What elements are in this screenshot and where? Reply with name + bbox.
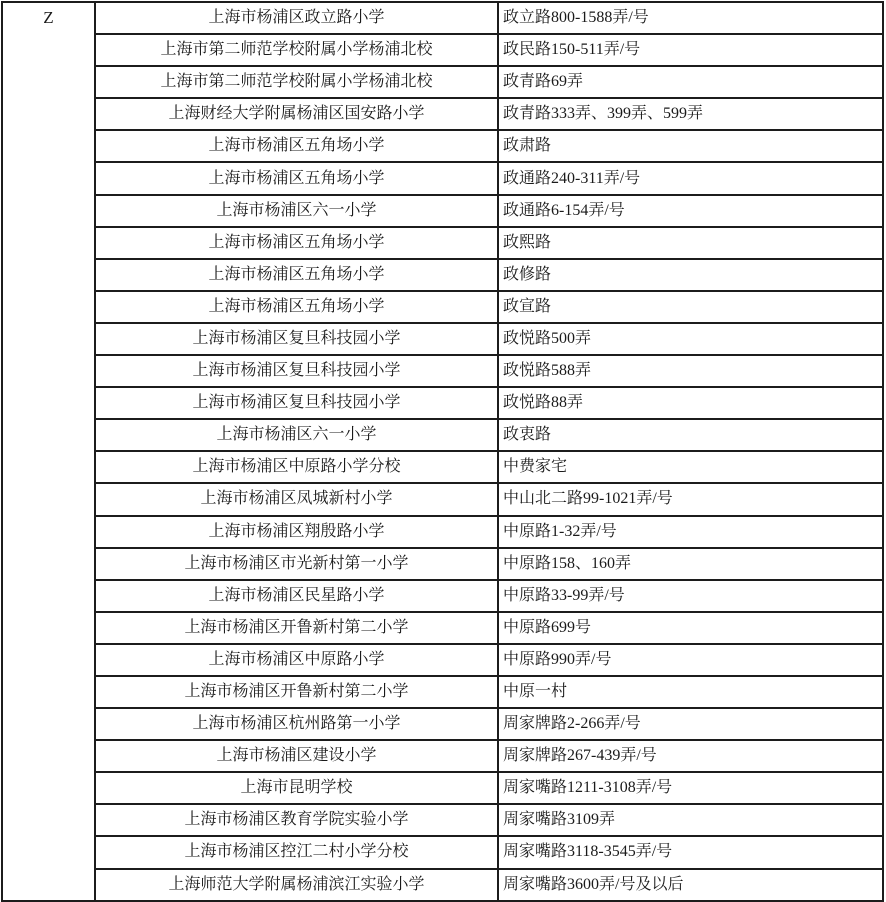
- street-range-cell: 政通路6-154弄/号: [498, 195, 883, 227]
- school-name-cell: 上海市杨浦区复旦科技园小学: [95, 355, 498, 387]
- table-row: [2, 355, 883, 387]
- school-name-cell: 上海市第二师范学校附属小学杨浦北校: [95, 66, 498, 98]
- street-range-cell: 政肃路: [498, 130, 883, 162]
- table-row: [2, 483, 883, 515]
- table-row: [2, 836, 883, 868]
- school-name-cell: 上海市杨浦区控江二村小学分校: [95, 836, 498, 868]
- table-row: [2, 291, 883, 323]
- school-name-cell: 上海市杨浦区复旦科技园小学: [95, 387, 498, 419]
- table-row: [2, 580, 883, 612]
- school-name-cell: 上海市杨浦区建设小学: [95, 740, 498, 772]
- table-row: [2, 516, 883, 548]
- school-name-cell: 上海市杨浦区开鲁新村第二小学: [95, 676, 498, 708]
- table-row: [2, 130, 883, 162]
- school-name-cell: 上海市杨浦区六一小学: [95, 419, 498, 451]
- street-range-cell: 政悦路588弄: [498, 355, 883, 387]
- school-name-cell: 上海市杨浦区杭州路第一小学: [95, 708, 498, 740]
- street-range-cell: 中费家宅: [498, 451, 883, 483]
- school-name-cell: 上海市杨浦区五角场小学: [95, 162, 498, 194]
- school-name-cell: 上海市杨浦区市光新村第一小学: [95, 548, 498, 580]
- school-name-cell: 上海市杨浦区中原路小学分校: [95, 451, 498, 483]
- table-row: [2, 612, 883, 644]
- school-name-cell: 上海市第二师范学校附属小学杨浦北校: [95, 34, 498, 66]
- street-range-cell: 政修路: [498, 259, 883, 291]
- school-name-cell: 上海师范大学附属杨浦滨江实验小学: [95, 869, 498, 901]
- school-district-table: [1, 1, 884, 902]
- street-range-cell: 周家嘴路1211-3108弄/号: [498, 772, 883, 804]
- street-range-cell: 周家嘴路3109弄: [498, 804, 883, 836]
- table-row: [2, 259, 883, 291]
- street-range-cell: 政立路800-1588弄/号: [498, 2, 883, 34]
- street-range-cell: 政青路333弄、399弄、599弄: [498, 98, 883, 130]
- street-range-cell: 周家嘴路3118-3545弄/号: [498, 836, 883, 868]
- street-range-cell: 中原路990弄/号: [498, 644, 883, 676]
- street-range-cell: 中原一村: [498, 676, 883, 708]
- table-row: [2, 419, 883, 451]
- street-range-cell: 周家牌路2-266弄/号: [498, 708, 883, 740]
- street-range-cell: 周家牌路267-439弄/号: [498, 740, 883, 772]
- table-row: [2, 548, 883, 580]
- street-range-cell: 政民路150-511弄/号: [498, 34, 883, 66]
- table-row: [2, 2, 883, 34]
- school-name-cell: 上海市杨浦区翔殷路小学: [95, 516, 498, 548]
- school-name-cell: 上海市杨浦区五角场小学: [95, 259, 498, 291]
- street-range-cell: 政青路69弄: [498, 66, 883, 98]
- school-name-cell: 上海市昆明学校: [95, 772, 498, 804]
- table-row: [2, 644, 883, 676]
- school-name-cell: 上海市杨浦区政立路小学: [95, 2, 498, 34]
- street-range-cell: 政衷路: [498, 419, 883, 451]
- table-row: [2, 162, 883, 194]
- table-row: [2, 98, 883, 130]
- school-name-cell: 上海市杨浦区中原路小学: [95, 644, 498, 676]
- street-range-cell: 中山北二路99-1021弄/号: [498, 483, 883, 515]
- school-name-cell: 上海市杨浦区开鲁新村第二小学: [95, 612, 498, 644]
- school-name-cell: 上海市杨浦区五角场小学: [95, 291, 498, 323]
- table-row: [2, 451, 883, 483]
- school-name-cell: 上海市杨浦区五角场小学: [95, 130, 498, 162]
- table-body: [2, 2, 883, 901]
- school-name-cell: 上海市杨浦区民星路小学: [95, 580, 498, 612]
- school-name-cell: 上海财经大学附属杨浦区国安路小学: [95, 98, 498, 130]
- school-name-cell: 上海市杨浦区凤城新村小学: [95, 483, 498, 515]
- table-row: [2, 708, 883, 740]
- table-row: [2, 195, 883, 227]
- table-row: [2, 740, 883, 772]
- street-range-cell: 中原路158、160弄: [498, 548, 883, 580]
- street-range-cell: 政悦路500弄: [498, 323, 883, 355]
- table-row: [2, 66, 883, 98]
- table-row: [2, 323, 883, 355]
- table-row: [2, 772, 883, 804]
- school-name-cell: 上海市杨浦区教育学院实验小学: [95, 804, 498, 836]
- index-letter-cell: Z: [2, 2, 95, 901]
- school-name-cell: 上海市杨浦区复旦科技园小学: [95, 323, 498, 355]
- street-range-cell: 周家嘴路3600弄/号及以后: [498, 869, 883, 901]
- table-row: [2, 227, 883, 259]
- table-row: [2, 387, 883, 419]
- street-range-cell: 中原路33-99弄/号: [498, 580, 883, 612]
- table-row: [2, 676, 883, 708]
- street-range-cell: 政熙路: [498, 227, 883, 259]
- street-range-cell: 政宣路: [498, 291, 883, 323]
- street-range-cell: 中原路699号: [498, 612, 883, 644]
- street-range-cell: 政悦路88弄: [498, 387, 883, 419]
- school-name-cell: 上海市杨浦区五角场小学: [95, 227, 498, 259]
- table-row: [2, 869, 883, 901]
- street-range-cell: 政通路240-311弄/号: [498, 162, 883, 194]
- school-name-cell: 上海市杨浦区六一小学: [95, 195, 498, 227]
- table-row: [2, 34, 883, 66]
- table-row: [2, 804, 883, 836]
- street-range-cell: 中原路1-32弄/号: [498, 516, 883, 548]
